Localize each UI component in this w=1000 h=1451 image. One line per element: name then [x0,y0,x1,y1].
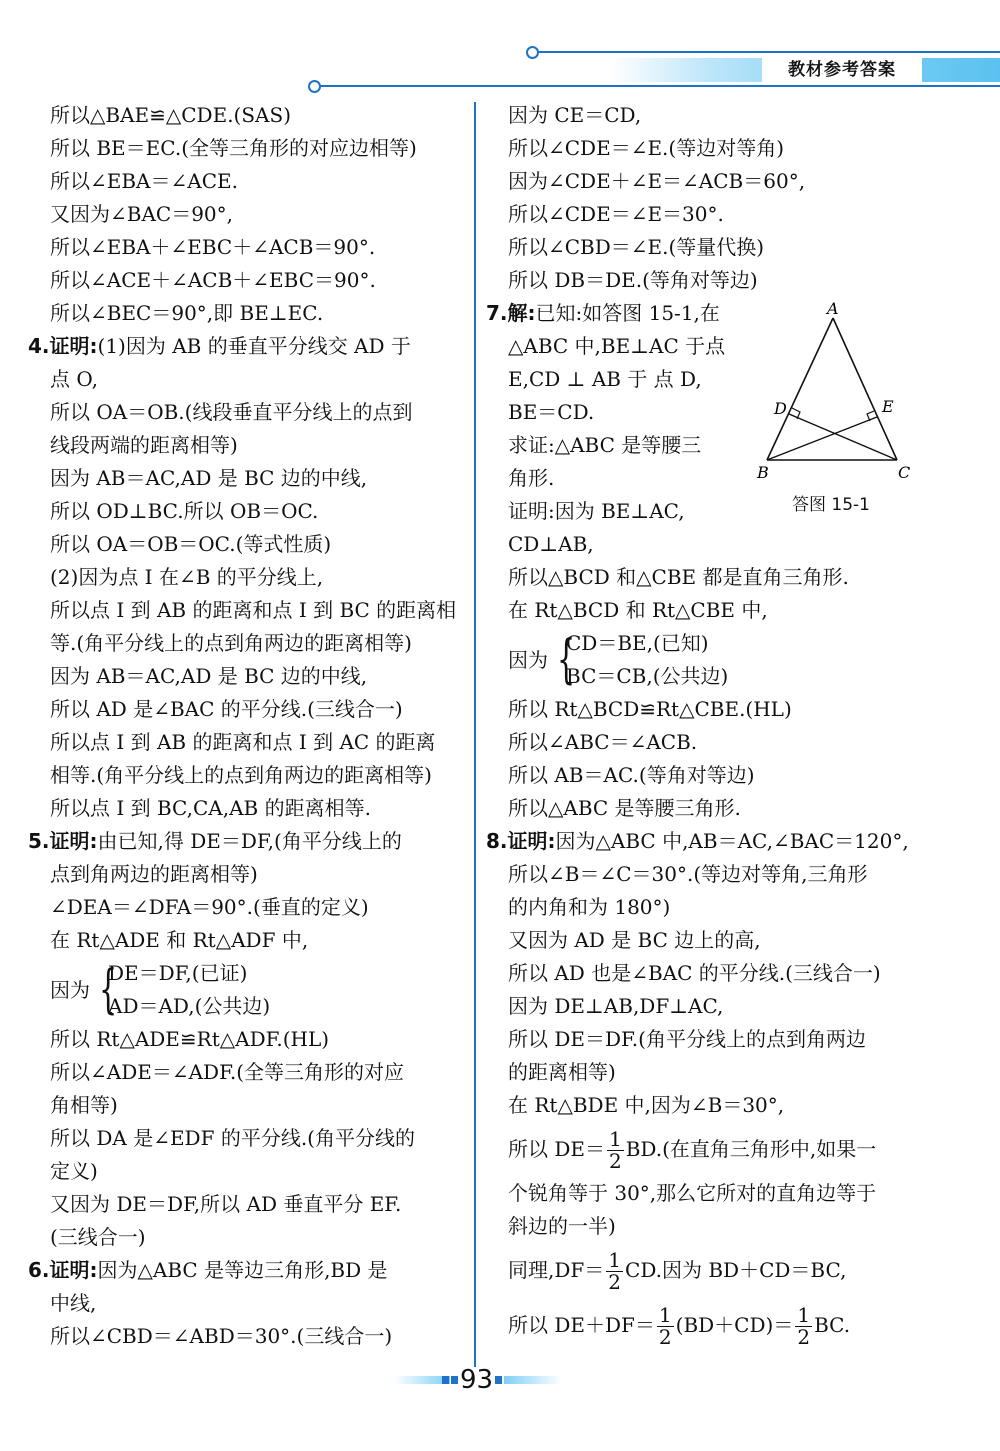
brace-line: AD＝AD,(公共边) [108,994,271,1018]
header-title: 教材参考答案 [762,58,922,82]
left-column [28,99,468,1353]
left-brace-icon: { [99,960,118,1020]
figure-caption: 答图 15-1 [792,495,870,515]
problem-4-heading [28,330,468,363]
text-line: 点到角两边的距离相等) [50,862,258,886]
text-line: 又因为 DE＝DF,所以 AD 垂直平分 EF. [50,1192,402,1216]
column-divider [474,102,476,1367]
fraction-numerator: 1 [658,1303,672,1327]
text-line: 因为 AB＝AC,AD 是 BC 边的中线, [50,664,368,688]
fraction-half [607,1129,624,1172]
vertex-label-E: E [882,397,894,416]
text-line: 因为 DE⊥AB,DF⊥AC, [508,994,724,1018]
text-line: 所以 AB＝AC.(等角对等边) [508,763,755,787]
text-line: 所以 Rt△BCD≌Rt△CBE.(HL) [508,697,792,721]
brace-lead: 因为 [508,648,548,672]
problem-number: 4.证明: [28,334,98,358]
text-line: 所以∠ABC＝∠ACB. [508,730,698,754]
page-number: 93 [460,1365,494,1395]
text-line: 线段两端的距离相等) [50,433,238,457]
text-line: 所以 Rt△ADE≌Rt△ADF.(HL) [50,1027,330,1051]
text-line: 又因为∠BAC＝90°, [50,202,234,226]
fraction-denominator: 2 [608,1270,622,1294]
footer-square [451,1376,458,1384]
brace-line: BC＝CB,(公共边) [566,664,729,688]
brace-line: CD＝BE,(已知) [566,631,709,655]
text-line: 所以点 I 到 AB 的距离和点 I 到 BC 的距离相 [50,598,457,622]
text-line: 所以 OD⊥BC.所以 OB＝OC. [50,499,319,523]
text-line: 相等.(角平分线上的点到角两边的距离相等) [50,763,432,787]
vertex-label-B: B [757,463,769,482]
text-line: E,CD ⊥ AB 于 点 D, [508,367,702,391]
text-line: 所以 AD 是∠BAC 的平分线.(三线合一) [50,697,403,721]
right-column [486,99,976,1353]
text-line: 所以点 I 到 AB 的距离和点 I 到 AC 的距离 [50,730,436,754]
text-segment: 所以 DE＋DF＝ [508,1313,655,1337]
text-line: 所以△BAE≌△CDE.(SAS) [50,103,292,127]
text-segment: BD.(在直角三角形中,如果一 [625,1137,877,1161]
text-line: 所以 OA＝OB＝OC.(等式性质) [50,532,332,556]
text-line: 角相等) [50,1093,118,1117]
fraction-denominator: 2 [609,1149,622,1173]
text-line: 所以 DA 是∠EDF 的平分线.(角平分线的 [50,1126,415,1150]
text-line: △ABC 中,BE⊥AC 于点 [508,334,726,358]
text-line: 在 Rt△BCD 和 Rt△CBE 中, [508,598,768,622]
header-circle-dot [308,80,321,93]
text-line: (2)因为点 I 在∠B 的平分线上, [50,565,324,589]
text-segment: 所以 DE＝ [508,1137,605,1161]
text-line: 由已知,得 DE＝DF,(角平分线上的 [97,829,402,853]
text-line: 等.(角平分线上的点到角两边的距离相等) [50,631,412,655]
fraction-half [606,1250,623,1293]
edge-AC [833,318,897,460]
text-line: 所以点 I 到 BC,CA,AB 的距离相等. [50,796,371,820]
text-segment: (BD＋CD)＝ [675,1313,794,1337]
text-line: 又因为 AD 是 BC 边上的高, [508,928,761,952]
triangle-figure [755,300,925,520]
text-line: (三线合一) [50,1225,146,1249]
fraction-numerator: 1 [797,1303,811,1327]
problem-8-heading [486,825,976,858]
problem-number: 5.证明: [28,829,98,853]
fraction-line [486,1122,976,1177]
problem-number: 7.解: [486,301,536,325]
left-brace-icon: { [557,630,576,690]
text-line: (1)因为 AB 的垂直平分线交 AD 于 [97,334,411,358]
text-line: 中线, [50,1291,97,1315]
fraction-half [795,1305,812,1348]
text-line: 所以∠EBA＋∠EBC＋∠ACB＝90°. [50,235,376,259]
text-line: 所以△BCD 和△CBE 都是直角三角形. [508,565,849,589]
text-line: 所以∠CBD＝∠ABD＝30°.(三线合一) [50,1324,393,1348]
fraction-line [486,1298,976,1353]
header-rule-top [536,51,1000,53]
header-circle-dot [526,46,539,59]
text-line: 已知:如答图 15-1,在 [535,301,720,325]
footer-square [442,1376,449,1384]
problem-5-heading [28,825,468,858]
text-line: 因为△ABC 是等边三角形,BD 是 [97,1258,388,1282]
fraction-numerator: 1 [608,1248,622,1272]
text-line: 所以∠BEC＝90°,即 BE⊥EC. [50,301,324,325]
text-line: 角形. [508,466,555,490]
text-line: 所以∠CBD＝∠E.(等量代换) [508,235,765,259]
vertex-label-A: A [827,300,839,318]
text-line: 所以 DE＝DF.(角平分线上的点到角两边 [508,1027,866,1051]
vertex-label-C: C [898,463,911,482]
brace-lead: 因为 [50,978,90,1002]
brace-line: DE＝DF,(已证) [108,961,248,985]
text-line: 因为 CE＝CD, [508,103,642,127]
text-line: 所以∠ACE＋∠ACB＋∠EBC＝90°. [50,268,376,292]
text-line: BE＝CD. [508,400,595,424]
text-line: 所以∠CDE＝∠E.(等边对等角) [508,136,785,160]
text-segment: CD.因为 BD＋CD＝BC, [625,1258,847,1282]
fraction-line [486,1243,976,1298]
text-line: 证明:因为 BE⊥AC, [508,499,685,523]
text-line: 定义) [50,1159,98,1183]
text-line: 所以∠EBA＝∠ACE. [50,169,238,193]
text-line: ∠DEA＝∠DFA＝90°.(垂直的定义) [50,895,369,919]
text-line: 的内角和为 180°) [508,895,671,919]
text-line: 因为∠CDE＋∠E＝∠ACB＝60°, [508,169,806,193]
text-line: 所以 BE＝EC.(全等三角形的对应边相等) [50,136,417,160]
text-line: 斜边的一半) [508,1214,616,1238]
vertex-label-D: D [774,399,787,418]
text-line: 所以 OA＝OB.(线段垂直平分线上的点到 [50,400,413,424]
text-line: 个锐角等于 30°,那么它所对的直角边等于 [508,1181,877,1205]
text-line: 在 Rt△ADE 和 Rt△ADF 中, [50,928,309,952]
text-line: 所以 AD 也是∠BAC 的平分线.(三线合一) [508,961,881,985]
text-line: 点 O, [50,367,98,391]
brace-system [28,957,468,1023]
header-rule-bottom [312,85,1000,87]
text-line: 所以△ABC 是等腰三角形. [508,796,741,820]
problem-number: 6.证明: [28,1258,98,1282]
problem-number: 8.证明: [486,829,556,853]
text-line: 因为△ABC 中,AB＝AC,∠BAC＝120°, [555,829,909,853]
fraction-half [657,1305,674,1348]
segment-CD [789,414,897,460]
text-line: 所以 DB＝DE.(等角对等边) [508,268,758,292]
text-line: 在 Rt△BDE 中,因为∠B＝30°, [508,1093,785,1117]
page-footer [394,1362,564,1398]
fraction-numerator: 1 [609,1127,622,1151]
problem-6-heading [28,1254,468,1287]
text-line: 所以∠B＝∠C＝30°.(等边对等角,三角形 [508,862,868,886]
text-line: 的距离相等) [508,1060,616,1084]
fraction-denominator: 2 [658,1325,672,1349]
text-line: 求证:△ABC 是等腰三 [508,433,702,457]
footer-square [495,1376,502,1384]
text-line: 所以∠CDE＝∠E＝30°. [508,202,724,226]
text-line: 所以∠ADE＝∠ADF.(全等三角形的对应 [50,1060,404,1084]
brace-system [486,627,976,693]
footer-decoration [504,1376,562,1384]
text-segment: 同理,DF＝ [508,1258,605,1282]
fraction-denominator: 2 [797,1325,811,1349]
text-line: 因为 AB＝AC,AD 是 BC 边的中线, [50,466,368,490]
text-line: CD⊥AB, [508,532,594,556]
text-segment: BC. [814,1313,851,1337]
